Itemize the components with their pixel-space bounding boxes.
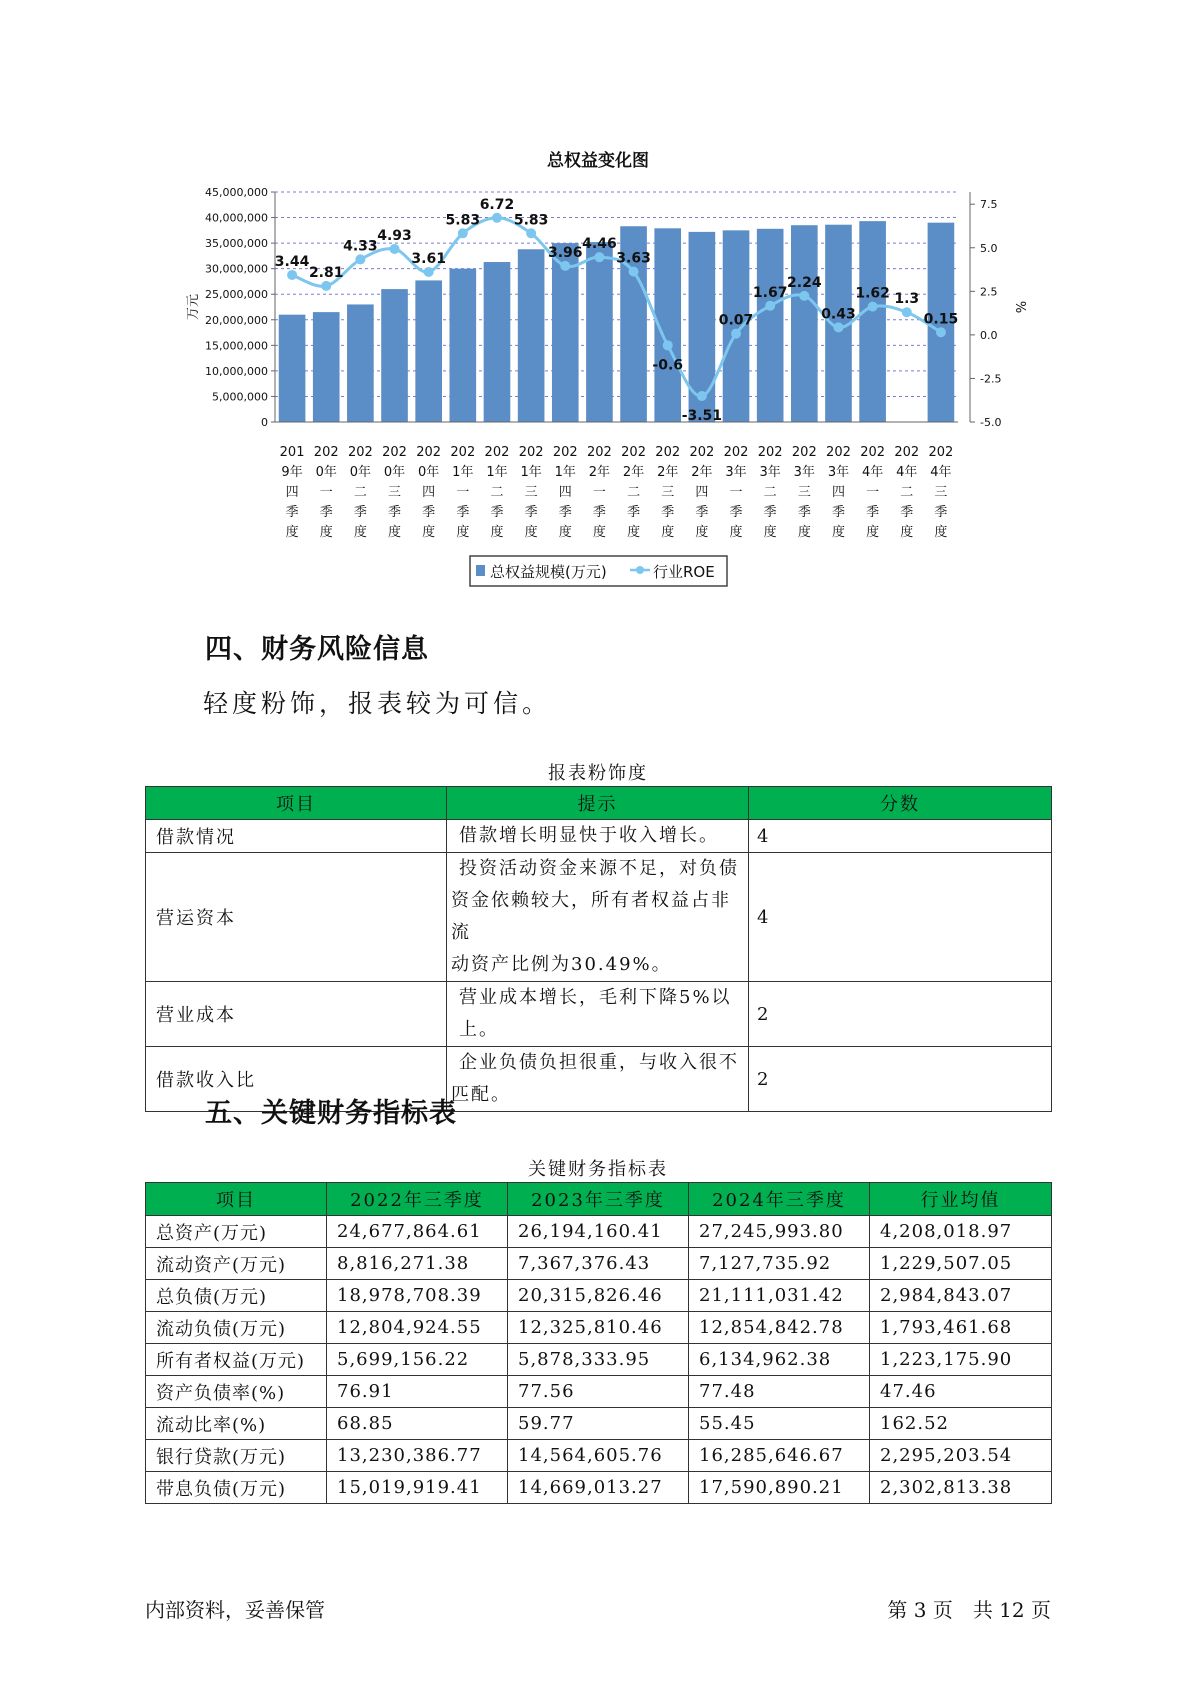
left-tick-label: 0	[261, 416, 268, 429]
metric-value-cell: 21,111,031.42	[689, 1280, 870, 1312]
metric-value-cell: 1,229,507.05	[870, 1248, 1052, 1280]
roe-point	[663, 340, 673, 350]
metric-value-cell: 27,245,993.80	[689, 1216, 870, 1248]
equity-bar	[450, 269, 477, 422]
x-category-label: 202 0年二季度	[347, 445, 373, 540]
risk-table-caption: 报表粉饰度	[548, 763, 648, 784]
risk-hint-line: 动资产比例为30.49%。	[451, 954, 672, 975]
metric-value-cell: 5,878,333.95	[508, 1344, 689, 1376]
left-tick-label: 20,000,000	[205, 313, 268, 327]
metric-value-cell: 1,223,175.90	[870, 1344, 1052, 1376]
roe-point	[765, 301, 775, 311]
roe-point	[799, 291, 809, 301]
roe-data-label: 3.63	[616, 250, 651, 267]
metric-name-cell: 银行贷款(万元)	[146, 1440, 327, 1472]
risk-table-row	[146, 820, 1052, 853]
metric-name-cell: 总负债(万元)	[146, 1280, 327, 1312]
roe-point	[902, 307, 912, 317]
roe-data-label: -0.6	[652, 357, 684, 374]
metric-value-cell: 14,669,013.27	[508, 1472, 689, 1504]
roe-data-label: 0.15	[923, 311, 959, 328]
metric-value-cell: 12,854,842.78	[689, 1312, 870, 1344]
header-cell: 行业均值	[870, 1183, 1052, 1216]
risk-item-cell: 营运资本	[146, 853, 447, 982]
metric-value-cell: 77.56	[508, 1376, 689, 1408]
roe-point	[868, 302, 878, 312]
header-cell: 分数	[749, 787, 1052, 820]
risk-table-row	[146, 982, 1052, 1047]
risk-hint-line: 匹配。	[451, 1084, 511, 1105]
x-category-label: 202 1年三季度	[518, 445, 544, 540]
equity-bar	[859, 221, 886, 422]
roe-point	[287, 270, 297, 280]
metric-value-cell: 2,984,843.07	[870, 1280, 1052, 1312]
metric-value-cell: 26,194,160.41	[508, 1216, 689, 1248]
x-category-label: 202 1年四季度	[552, 445, 578, 540]
key-table-row	[146, 1408, 1052, 1440]
roe-point	[697, 391, 707, 401]
metric-value-cell: 20,315,826.46	[508, 1280, 689, 1312]
x-category-label: 202 3年一季度	[723, 445, 749, 540]
left-tick-label: 35,000,000	[205, 237, 268, 251]
risk-hint-cell	[447, 853, 749, 982]
legend-bar-swatch	[476, 565, 485, 576]
x-category-label: 202 2年一季度	[587, 445, 612, 540]
roe-data-label: 3.44	[274, 253, 310, 270]
equity-chart	[0, 0, 1191, 600]
roe-point	[594, 252, 604, 262]
metric-value-cell: 55.45	[689, 1408, 870, 1440]
risk-hint-cell	[447, 1047, 749, 1112]
equity-bar	[586, 242, 613, 422]
right-tick-label: 0.0	[980, 328, 998, 342]
x-category-label: 202 0年四季度	[416, 445, 442, 540]
risk-item-cell: 借款情况	[146, 820, 447, 853]
risk-hint-line: 资金依赖较大，所有者权益占非流	[451, 890, 731, 943]
left-axis-label: 万元	[186, 293, 201, 321]
metric-value-cell: 24,677,864.61	[327, 1216, 508, 1248]
equity-bar	[347, 304, 374, 422]
roe-data-label: 2.24	[787, 274, 822, 291]
metric-name-cell: 流动负债(万元)	[146, 1312, 327, 1344]
roe-point	[629, 267, 639, 277]
roe-point	[458, 228, 468, 238]
metric-value-cell: 7,127,735.92	[689, 1248, 870, 1280]
equity-bar	[381, 289, 408, 422]
risk-table-row	[146, 853, 1052, 982]
risk-item-cell: 营业成本	[146, 982, 447, 1047]
metric-name-cell: 总资产(万元)	[146, 1216, 327, 1248]
right-tick-label: -2.5	[980, 372, 1002, 386]
roe-point	[390, 244, 400, 254]
metric-value-cell: 17,590,890.21	[689, 1472, 870, 1504]
risk-table-header	[146, 787, 1052, 820]
equity-bar	[791, 225, 818, 422]
header-cell: 项目	[146, 787, 447, 820]
right-tick-label: 2.5	[980, 285, 998, 299]
roe-data-label: 4.33	[343, 238, 378, 255]
roe-data-label: 1.62	[855, 285, 890, 302]
line-data-labels	[275, 197, 958, 424]
metric-value-cell: 77.48	[689, 1376, 870, 1408]
roe-data-label: 4.93	[377, 227, 412, 244]
roe-data-label: 4.46	[582, 236, 617, 253]
metric-value-cell: 2,302,813.38	[870, 1472, 1052, 1504]
header-cell: 2022年三季度	[327, 1183, 508, 1216]
risk-hint-cell	[447, 820, 749, 853]
x-category-label: 202 3年三季度	[791, 445, 817, 540]
metric-value-cell: 4,208,018.97	[870, 1216, 1052, 1248]
metric-value-cell: 47.46	[870, 1376, 1052, 1408]
header-cell: 项目	[146, 1183, 327, 1216]
roe-data-label: 6.72	[479, 196, 515, 213]
x-category-label: 202 2年二季度	[621, 445, 646, 540]
x-category-label: 202 2年四季度	[689, 445, 715, 540]
right-axis-ticks	[970, 198, 1001, 429]
roe-point	[492, 213, 502, 223]
left-tick-label: 45,000,000	[205, 186, 268, 199]
risk-score-cell: 2	[749, 982, 1052, 1047]
risk-item-cell: 借款收入比	[146, 1047, 447, 1112]
metric-value-cell: 8,816,271.38	[327, 1248, 508, 1280]
key-table-header	[146, 1183, 1052, 1216]
chart-title: 总权益变化图	[547, 151, 649, 171]
left-tick-label: 5,000,000	[212, 390, 268, 404]
key-table-row	[146, 1440, 1052, 1472]
x-category-label: 202 0年一季度	[313, 445, 339, 540]
roe-point	[731, 329, 741, 339]
equity-bar	[313, 312, 340, 422]
metric-value-cell: 15,019,919.41	[327, 1472, 508, 1504]
risk-hint-line: 营业成本增长，毛利下降5%以上。	[459, 987, 732, 1040]
equity-bar	[415, 280, 442, 422]
roe-data-label: 0.43	[821, 306, 856, 323]
left-tick-label: 40,000,000	[205, 211, 268, 225]
metric-value-cell: 5,699,156.22	[327, 1344, 508, 1376]
legend-line-label: 行业ROE	[653, 563, 715, 581]
right-axis-label: %	[1012, 300, 1027, 314]
roe-point	[526, 228, 536, 238]
legend-bar-label: 总权益规模(万元)	[490, 563, 607, 581]
equity-bar	[518, 249, 545, 422]
risk-summary: 轻度粉饰，报表较为可信。	[203, 689, 552, 718]
roe-data-label: 1.3	[894, 291, 920, 308]
key-table-row	[146, 1312, 1052, 1344]
left-axis-ticks	[205, 186, 275, 429]
key-table-row	[146, 1376, 1052, 1408]
x-category-label: 202 3年二季度	[757, 445, 783, 540]
x-category-label: 201 9年四季度	[279, 445, 305, 540]
metric-name-cell: 带息负债(万元)	[146, 1472, 327, 1504]
risk-hint-cell	[447, 982, 749, 1047]
metric-name-cell: 资产负债率(%)	[146, 1376, 327, 1408]
roe-point	[936, 327, 946, 337]
header-cell: 提示	[447, 787, 749, 820]
metric-value-cell: 12,804,924.55	[327, 1312, 508, 1344]
equity-bar	[279, 315, 306, 422]
metric-value-cell: 59.77	[508, 1408, 689, 1440]
risk-table	[145, 786, 1052, 1112]
key-table-row	[146, 1248, 1052, 1280]
risk-hint-line: 借款增长明显快于收入增长。	[459, 825, 719, 846]
metric-value-cell: 12,325,810.46	[508, 1312, 689, 1344]
roe-data-label: 3.61	[411, 250, 446, 267]
roe-data-label: 2.81	[308, 264, 344, 281]
chart-legend	[470, 556, 727, 586]
right-tick-label: 5.0	[980, 241, 998, 255]
key-table-row	[146, 1280, 1052, 1312]
metric-value-cell: 13,230,386.77	[327, 1440, 508, 1472]
key-table-caption: 关键财务指标表	[528, 1159, 668, 1180]
key-table-row	[146, 1344, 1052, 1376]
header-cell: 2023年三季度	[508, 1183, 689, 1216]
roe-point	[833, 322, 843, 332]
key-table-row	[146, 1472, 1052, 1504]
metric-value-cell: 68.85	[327, 1408, 508, 1440]
header-cell: 2024年三季度	[689, 1183, 870, 1216]
risk-hint-line: 投资活动资金来源不足，对负债	[459, 858, 739, 879]
roe-data-label: 3.96	[548, 244, 583, 261]
section4-heading: 四、财务风险信息	[205, 634, 429, 665]
risk-score-cell: 2	[749, 1047, 1052, 1112]
metric-value-cell: 162.52	[870, 1408, 1052, 1440]
roe-data-label: 1.67	[752, 284, 788, 301]
risk-score-cell: 4	[749, 853, 1052, 982]
right-tick-label: -5.0	[980, 416, 1002, 429]
metric-value-cell: 76.91	[327, 1376, 508, 1408]
roe-data-label: 5.83	[513, 212, 549, 229]
roe-data-label: 5.83	[445, 212, 481, 229]
equity-bar	[757, 229, 784, 422]
roe-data-label: 0.07	[718, 312, 754, 329]
key-metrics-table	[145, 1182, 1052, 1504]
metric-value-cell: 14,564,605.76	[508, 1440, 689, 1472]
risk-score-cell: 4	[749, 820, 1052, 853]
metric-name-cell: 流动资产(万元)	[146, 1248, 327, 1280]
left-tick-label: 15,000,000	[205, 339, 268, 353]
metric-name-cell: 所有者权益(万元)	[146, 1344, 327, 1376]
roe-point	[321, 281, 331, 291]
metric-value-cell: 2,295,203.54	[870, 1440, 1052, 1472]
x-category-label: 202 4年二季度	[894, 445, 920, 540]
roe-point	[424, 267, 434, 277]
roe-data-label: -3.51	[681, 408, 723, 425]
x-category-label: 202 3年四季度	[826, 445, 851, 540]
roe-point	[560, 261, 570, 271]
metric-value-cell: 16,285,646.67	[689, 1440, 870, 1472]
x-category-label: 202 1年一季度	[450, 445, 476, 540]
x-axis-categories	[280, 445, 954, 540]
key-table-row	[146, 1216, 1052, 1248]
footer-confidential: 内部资料，妥善保管	[145, 1598, 325, 1622]
metric-value-cell: 6,134,962.38	[689, 1344, 870, 1376]
metric-value-cell: 1,793,461.68	[870, 1312, 1052, 1344]
metric-name-cell: 流动比率(%)	[146, 1408, 327, 1440]
equity-bar	[484, 262, 511, 422]
footer-page-number: 第 3 页 共 12 页	[887, 1598, 1051, 1622]
x-category-label: 202 0年三季度	[382, 445, 407, 540]
section5-heading: 五、关键财务指标表	[205, 1098, 457, 1129]
risk-hint-line: 企业负债负担很重，与收入很不	[459, 1052, 739, 1073]
left-tick-label: 10,000,000	[205, 364, 268, 378]
x-category-label: 202 2年三季度	[655, 445, 681, 540]
x-category-label: 202 4年一季度	[860, 445, 886, 540]
roe-point	[355, 254, 365, 264]
left-tick-label: 30,000,000	[205, 262, 268, 276]
metric-value-cell: 7,367,376.43	[508, 1248, 689, 1280]
left-tick-label: 25,000,000	[205, 288, 268, 302]
x-category-label: 202 4年三季度	[928, 445, 954, 540]
x-category-label: 202 1年二季度	[484, 445, 510, 540]
right-tick-label: 7.5	[980, 198, 998, 212]
metric-value-cell: 18,978,708.39	[327, 1280, 508, 1312]
